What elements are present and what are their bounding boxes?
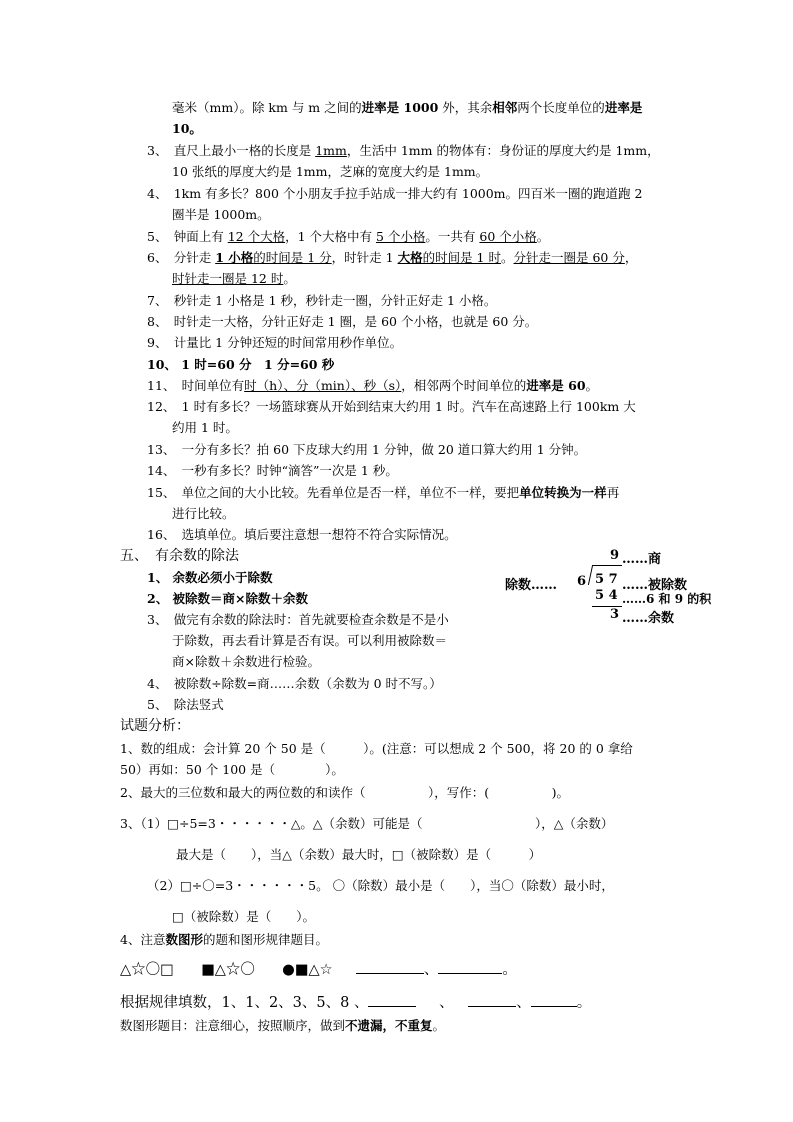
item-15-cont: 进行比较。 — [172, 506, 235, 521]
item-16: 16、 选填单位。填后要注意想一想符不符合实际情况。 — [147, 527, 457, 542]
item-12-cont: 约用 1 时。 — [172, 420, 238, 435]
item-4-cont: 圈半是 1000m。 — [172, 207, 270, 222]
question-2: 2、最大的三位数和最大的两位数的和读作（ ），写作：( )。 — [120, 785, 569, 800]
analysis-heading: 试题分析： — [120, 718, 190, 734]
line-2: 10。 — [172, 121, 202, 136]
question-3-part2-cont: □（被除数）是（ ）。 — [172, 909, 316, 924]
item-9: 9、 计量比 1 分钟还短的时间常用秒作单位。 — [147, 335, 403, 350]
item-12: 12、 1 时有多长？一场篮球赛从开始到结束大约用 1 时。汽车在高速路上行 100km 大 — [147, 399, 636, 414]
dividend: 5 7 — [595, 572, 618, 587]
item-7: 7、 秒针走 1 小格是 1 秒，秒针走一圈，分针正好走 1 小格。 — [147, 293, 497, 308]
rule-5: 5、 除法竖式 — [147, 697, 224, 712]
rule-4: 4、 被除数÷除数=商……余数（余数为 0 时不写。） — [147, 676, 442, 691]
item-15: 15、 单位之间的大小比较。先看单位是否一样，单位不一样，要把单位转换为一样再 — [147, 485, 620, 500]
item-3-cont: 10 张纸的厚度大约是 1mm，芝麻的宽度大约是 1mm。 — [172, 164, 489, 179]
item-6: 6、 分针走 1 小格的时间是 1 分，时针走 1 大格的时间是 1 时。分针走一圈是 60 分， — [147, 250, 638, 265]
shape-pattern-row: △☆〇□ ■△☆〇 ●■△☆ 、 。 — [120, 962, 517, 978]
quotient-label: ……商 — [622, 552, 662, 567]
long-division-diagram — [500, 548, 730, 628]
rule-1: 1、 余数必须小于除数 — [147, 570, 273, 585]
question-1-cont: 50）再如：50 个 100 是（ ）。 — [120, 762, 344, 777]
dividend-label: ……被除数 — [622, 578, 688, 593]
question-1: 1、数的组成：会计算 20 个 50 是（ ）。(注意：可以想成 2 个 500，将 20 的 0 拿给 — [120, 741, 633, 756]
shape-group-1: △☆〇□ — [120, 962, 174, 978]
division-bar — [592, 565, 622, 566]
divisor-label: 除数…… — [505, 578, 558, 593]
rule-3-cont1: 于除数，再去看计算是否有误。可以利用被除数＝ — [172, 633, 448, 648]
quotient: 9 — [610, 548, 620, 563]
section-5-heading: 五、 有余数的除法 — [120, 548, 239, 564]
item-13: 13、 一分有多长？拍 60 下皮球大约用 1 分钟，做 20 道口算大约用 1 分钟。 — [147, 442, 587, 457]
line-1: 毫米（mm）。除 km 与 m 之间的进率是 1000 外，其余相邻两个长度单位的进率是 — [172, 100, 643, 115]
sequence-blank-3[interactable] — [531, 994, 577, 1007]
question-3-part2: （2）□÷〇=3・・・・・・5。 〇（除数）最小是（ ），当〇（除数）最小时， — [147, 878, 614, 893]
item-6-cont: 时针走一圈是 12 时。 — [172, 271, 296, 286]
shape-group-2: ■△☆〇 — [201, 962, 255, 978]
rule-2: 2、 被除数＝商×除数＋余数 — [147, 591, 309, 606]
remainder: 3 — [610, 607, 620, 622]
question-3-part1: 3、（1）□÷5=3・・・・・・△。△（余数）可能是（ ），△（余数） — [120, 816, 614, 831]
item-5: 5、 钟面上有 12 个大格，1 个大格中有 5 个小格。一共有 60 个小格。 — [147, 229, 550, 244]
sequence-blank-1[interactable] — [368, 994, 416, 1007]
shape-answer-blank-2[interactable] — [438, 961, 502, 974]
item-14: 14、 一秒有多长？时钟“滴答”一次是 1 秒。 — [147, 463, 398, 478]
question-3-part1-cont: 最大是（ ），当△（余数）最大时，□（被除数）是（ ） — [176, 847, 542, 862]
sequence-blank-2[interactable] — [468, 994, 516, 1007]
item-11: 11、 时间单位有时（h）、分（min）、秒（s），相邻两个时间单位的进率是 60。 — [147, 378, 599, 393]
shape-group-3: ●■△☆ — [282, 962, 333, 978]
final-note: 数图形题目：注意细心，按照顺序，做到不遗漏，不重复。 — [120, 1018, 446, 1033]
item-8: 8、 时针走一大格，分针正好走 1 圈，是 60 个小格，也就是 60 分。 — [147, 314, 538, 329]
division-bracket — [588, 565, 593, 585]
item-10: 10、 1 时=60 分 1 分=60 秒 — [147, 357, 335, 372]
item-3: 3、 直尺上最小一格的长度是 1mm，生活中 1mm 的物体有：身份证的厚度大约是 1mm， — [147, 143, 660, 158]
product: 5 4 — [595, 588, 618, 603]
rule-3-cont2: 商×除数＋余数进行检验。 — [172, 654, 320, 669]
remainder-label: ……余数 — [622, 611, 675, 626]
item-4: 4、 1km 有多长？800 个小朋友手拉手站成一排大约有 1000m。四百米一圈的跑道跑 2 — [147, 186, 643, 201]
rule-3: 3、 做完有余数的除法时：首先就要检查余数是不是小 — [147, 612, 449, 627]
question-4: 4、注意数图形的题和图形规律题目。 — [120, 932, 328, 947]
sequence-row: 根据规律填数，1、1、2、3、5、8 、 、 、 。 — [120, 995, 592, 1011]
divisor: 6 — [577, 574, 587, 589]
shape-answer-blank-1[interactable] — [356, 961, 424, 974]
product-label: ……6 和 9 的积 — [622, 592, 712, 606]
